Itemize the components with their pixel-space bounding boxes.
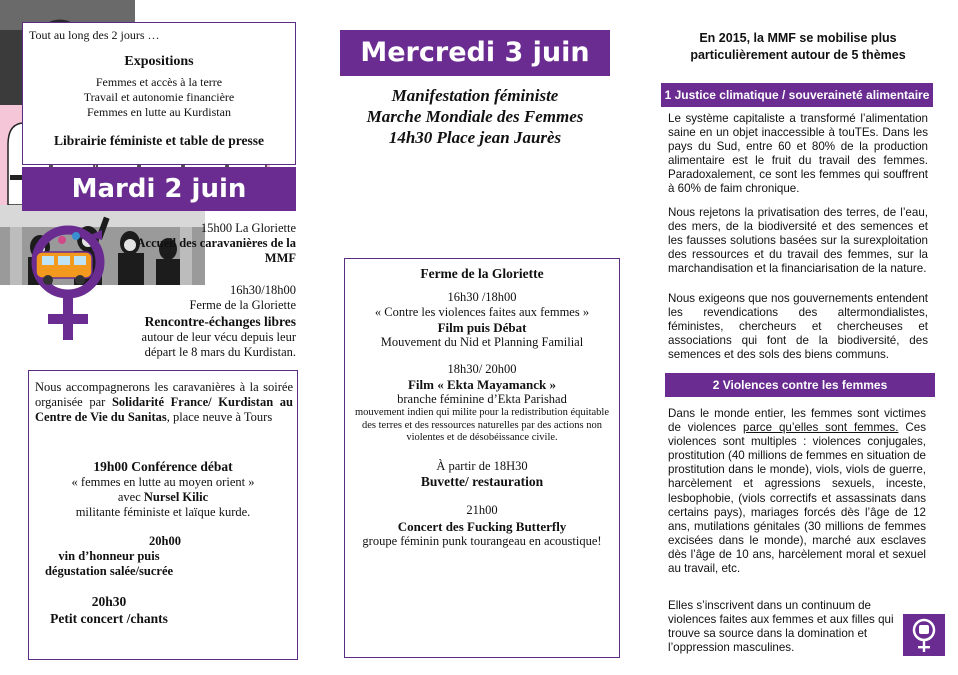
- event-meeting-time: 16h30/18h00: [230, 283, 296, 297]
- event-welcome-time: 15h00 La Gloriette: [200, 221, 296, 235]
- conference: [29, 459, 297, 520]
- theme-1-paragraph-2: Nous rejetons la privatisation des terres, de l’eau, des mers, de la biodiversité et des semences et les fausses solutions basées sur la surexploitation des ressources et du travail des femmes, sur la marchandisation et la financiarisation de la nature.: [668, 206, 928, 276]
- concert-butterfly-sub: groupe féminin punk tourangeau en acoustique!: [362, 534, 602, 548]
- event-meeting-desc: autour de leur vécu depuis leur départ le 8 mars du Kurdistan.: [141, 330, 296, 359]
- buvette-title: Buvette/ restauration: [420, 474, 544, 489]
- theme-2-p1-c: Ces violences sont multiples : violences conjugales, prostitution (40 millions de femmes en situation de prostitution dans le monde), viols, viols de guerre, harcèlement et agressions sexuels, inceste, lesbophobie, (viols correctifs et assassinats dans certains pays), mariages forcés dès l’âge de 12 ans, mutilations génitales (30 millions de femmes excisées dans le monde), marché aux esclaves dès l’âge de 10 ans, harcèlement moral et sexuel au travail, etc.: [668, 421, 926, 576]
- expo-item: Femmes en lutte au Kurdistan: [87, 105, 231, 119]
- librairie-text: Librairie féministe et table de presse: [53, 133, 265, 148]
- manif-line-2: Marche Mondiale des Femmes: [366, 107, 584, 126]
- film-debat-title: Film puis Débat: [437, 320, 527, 335]
- manif-line-1: Manifestation féministe: [391, 86, 559, 105]
- speaker-name: Nursel Kilic: [143, 490, 209, 504]
- event-meeting-title: Rencontre-échanges libres: [144, 314, 296, 329]
- event-meeting-place: Ferme de la Gloriette: [189, 298, 296, 312]
- petit-concert: [29, 593, 189, 627]
- event-concert: [345, 503, 619, 550]
- concert-title: Petit concert /chants: [50, 611, 168, 626]
- expo-item: Femmes et accès à la terre: [95, 75, 223, 89]
- event-welcome-title: Accueil des caravanières de la MMF: [136, 236, 296, 265]
- concert-time: 20h30: [91, 594, 127, 609]
- theme-2-p1-underlined: parce qu’elles sont femmes.: [743, 421, 899, 435]
- film-ekta-desc: mouvement indien qui milite pour la redistribution équitable des terres et des ressources naturelles par des actions non violentes et de désobéissance civile.: [355, 407, 609, 443]
- evening-box: [28, 370, 298, 660]
- buvette-time: À partir de 18H30: [436, 459, 528, 473]
- evening-intro-c: , place neuve à Tours: [166, 410, 273, 424]
- manif-line-3: 14h30 Place jean Jaurès: [388, 128, 562, 147]
- theme-2-p1-a: Dans le monde entier, les femmes sont victimes de violences: [668, 407, 926, 435]
- theme-2-title-bar: 2 Violences contre les femmes: [665, 373, 935, 397]
- vin-time: 20h00: [149, 534, 181, 548]
- event-buvette: [345, 458, 619, 490]
- theme-1-paragraph-3: Nous exigeons que nos gouvernements entendent les revendications des altermondialistes, féministes, chercheurs et chercheuses et associations qui font de la biodiversité, des semences et des sols des biens communs.: [668, 292, 928, 362]
- themes-heading-2: particulièrement autour de 5 thèmes: [690, 48, 906, 62]
- feminist-symbol-icon: [18, 222, 118, 346]
- event-meeting: [112, 283, 296, 360]
- expo-title: Expositions: [124, 54, 194, 69]
- vin-honneur: [29, 534, 189, 579]
- film-debat-org: Mouvement du Nid et Planning Familial: [380, 335, 584, 349]
- film-ekta-title: Film « Ekta Mayamanck »: [407, 377, 557, 392]
- themes-heading: [660, 30, 936, 64]
- ferme-program-box: [344, 258, 620, 658]
- ferme-title: Ferme de la Gloriette: [420, 266, 544, 281]
- expo-list: [23, 75, 295, 120]
- vin-title: vin d’honneur puis dégustation salée/sucrée: [44, 549, 174, 578]
- conference-sub: « femmes en lutte au moyen orient »: [71, 475, 255, 489]
- film-debat-sub: « Contre les violences faites aux femmes »: [374, 305, 590, 319]
- evening-intro-a: Nous accompagnerons les caravanières à la soirée organisée par: [35, 380, 293, 409]
- conference-with: avec Nursel Kilic: [117, 490, 209, 504]
- film-debat-time: 16h30 /18h00: [447, 290, 517, 304]
- concert-butterfly-time: 21h00: [466, 503, 498, 517]
- evening-intro: [35, 380, 293, 425]
- theme-2-paragraph-2: Elles s’inscrivent dans un continuum de violences faites aux femmes et aux filles qui trouve sa source dans la domination et l’oppression masculines.: [668, 599, 894, 655]
- film-ekta-time: 18h30/ 20h00: [447, 362, 517, 376]
- themes-heading-1: En 2015, la MMF se mobilise plus: [699, 31, 897, 45]
- concert-butterfly-title: Concert des Fucking Butterfly: [397, 518, 567, 534]
- expo-item: Travail et autonomie financière: [83, 90, 235, 104]
- feminist-fist-icon: [903, 614, 945, 656]
- manifestation: [330, 85, 620, 148]
- intro-text: Tout au long des 2 jours …: [29, 28, 160, 42]
- conference-desc: militante féministe et laïque kurde.: [75, 505, 251, 519]
- theme-1-paragraph-1: Le système capitaliste a transformé l’alimentation saine en un objet inaccessible à touTEs. Dans les pays du Sud, entre 60 et 80% de la production alimentaire est le fruit du travail des femmes. Paradoxalement, ce sont les femmes qui souffrent à 60% de faim chronique.: [668, 112, 928, 196]
- evening-intro-org: Solidarité France/ Kurdistan au Centre de Vie du Sanitas: [35, 395, 293, 424]
- exhibitions-box: [22, 22, 296, 165]
- event-film-ekta: [345, 362, 619, 445]
- event-film-debat: [345, 290, 619, 350]
- conference-title: 19h00 Conférence débat: [93, 459, 233, 474]
- event-welcome: [118, 221, 296, 266]
- film-ekta-sub: branche féminine d’Ekta Parishad: [397, 392, 567, 406]
- mardi-title-bar: Mardi 2 juin: [22, 167, 296, 211]
- theme-1-title-bar: 1 Justice climatique / souveraineté alimentaire: [661, 83, 933, 107]
- theme-2-paragraph-1: [668, 407, 926, 576]
- mercredi-title-bar: Mercredi 3 juin: [340, 30, 610, 76]
